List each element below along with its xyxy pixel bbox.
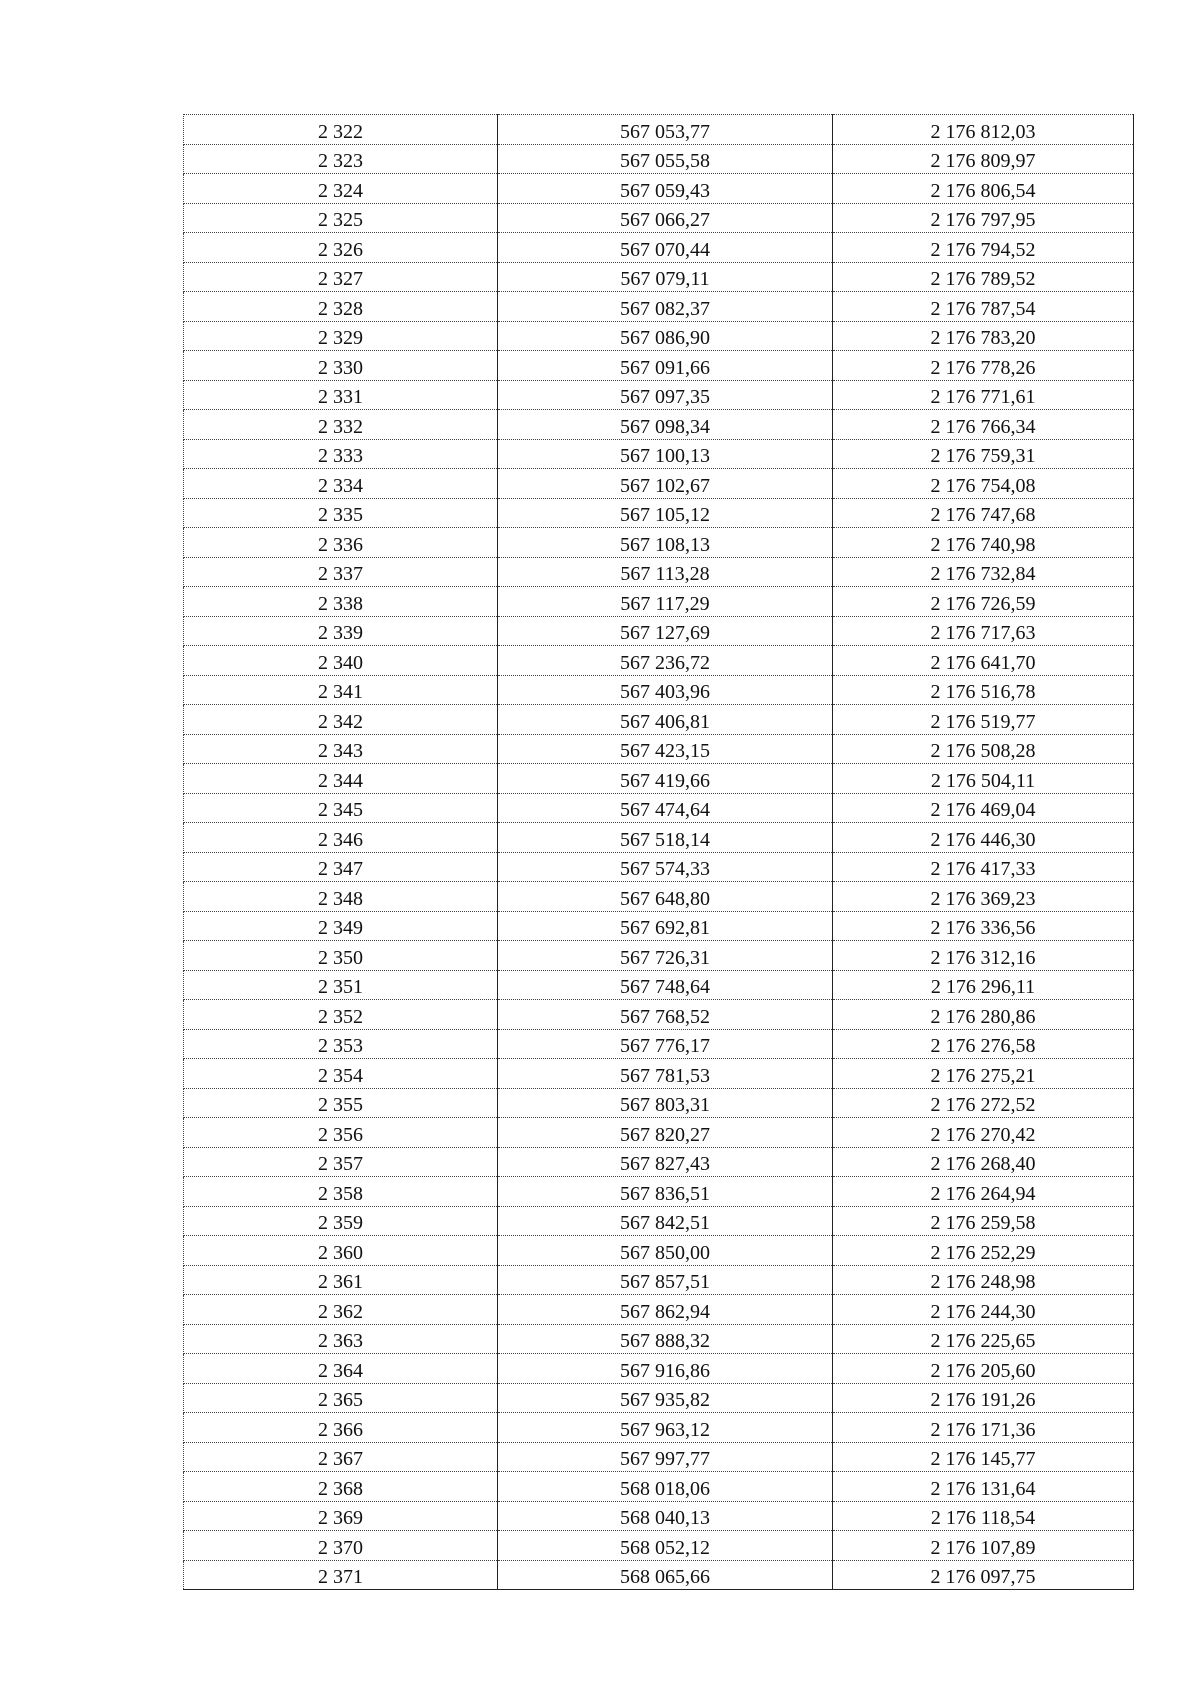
y-coordinate-cell: 2 176 783,20 (833, 321, 1134, 351)
y-coordinate-cell: 2 176 312,16 (833, 941, 1134, 971)
point-number-cell: 2 368 (184, 1472, 498, 1502)
x-coordinate-cell: 567 113,28 (498, 557, 833, 587)
y-coordinate-cell: 2 176 268,40 (833, 1147, 1134, 1177)
table-row (184, 1472, 1134, 1502)
point-number-cell: 2 339 (184, 616, 498, 646)
point-number-cell: 2 344 (184, 764, 498, 794)
x-coordinate-cell: 567 842,51 (498, 1206, 833, 1236)
point-number-cell: 2 349 (184, 911, 498, 941)
x-coordinate-cell: 567 419,66 (498, 764, 833, 794)
point-number-cell: 2 360 (184, 1236, 498, 1266)
x-coordinate-cell: 567 423,15 (498, 734, 833, 764)
y-coordinate-cell: 2 176 794,52 (833, 233, 1134, 263)
point-number-cell: 2 370 (184, 1531, 498, 1561)
point-number-cell: 2 367 (184, 1442, 498, 1472)
coordinates-table-body (184, 115, 1134, 1590)
table-row (184, 1088, 1134, 1118)
table-row (184, 1413, 1134, 1443)
x-coordinate-cell: 567 888,32 (498, 1324, 833, 1354)
x-coordinate-cell: 567 055,58 (498, 144, 833, 174)
x-coordinate-cell: 567 916,86 (498, 1354, 833, 1384)
y-coordinate-cell: 2 176 754,08 (833, 469, 1134, 499)
y-coordinate-cell: 2 176 280,86 (833, 1000, 1134, 1030)
table-row (184, 380, 1134, 410)
table-row (184, 587, 1134, 617)
y-coordinate-cell: 2 176 759,31 (833, 439, 1134, 469)
table-row (184, 1324, 1134, 1354)
table-row (184, 646, 1134, 676)
y-coordinate-cell: 2 176 446,30 (833, 823, 1134, 853)
x-coordinate-cell: 567 820,27 (498, 1118, 833, 1148)
point-number-cell: 2 332 (184, 410, 498, 440)
table-row (184, 1265, 1134, 1295)
table-row (184, 970, 1134, 1000)
point-number-cell: 2 361 (184, 1265, 498, 1295)
point-number-cell: 2 341 (184, 675, 498, 705)
x-coordinate-cell: 567 082,37 (498, 292, 833, 322)
table-row (184, 1147, 1134, 1177)
y-coordinate-cell: 2 176 225,65 (833, 1324, 1134, 1354)
x-coordinate-cell: 567 748,64 (498, 970, 833, 1000)
y-coordinate-cell: 2 176 276,58 (833, 1029, 1134, 1059)
point-number-cell: 2 371 (184, 1560, 498, 1590)
y-coordinate-cell: 2 176 296,11 (833, 970, 1134, 1000)
y-coordinate-cell: 2 176 244,30 (833, 1295, 1134, 1325)
point-number-cell: 2 324 (184, 174, 498, 204)
table-row (184, 1442, 1134, 1472)
point-number-cell: 2 357 (184, 1147, 498, 1177)
table-row (184, 498, 1134, 528)
point-number-cell: 2 348 (184, 882, 498, 912)
y-coordinate-cell: 2 176 469,04 (833, 793, 1134, 823)
point-number-cell: 2 337 (184, 557, 498, 587)
table-row (184, 705, 1134, 735)
table-row (184, 823, 1134, 853)
x-coordinate-cell: 567 127,69 (498, 616, 833, 646)
point-number-cell: 2 369 (184, 1501, 498, 1531)
table-row (184, 1354, 1134, 1384)
table-row (184, 469, 1134, 499)
y-coordinate-cell: 2 176 145,77 (833, 1442, 1134, 1472)
point-number-cell: 2 329 (184, 321, 498, 351)
point-number-cell: 2 358 (184, 1177, 498, 1207)
table-row (184, 262, 1134, 292)
table-row (184, 1560, 1134, 1590)
table-row (184, 233, 1134, 263)
point-number-cell: 2 336 (184, 528, 498, 558)
x-coordinate-cell: 567 518,14 (498, 823, 833, 853)
point-number-cell: 2 333 (184, 439, 498, 469)
table-row (184, 321, 1134, 351)
point-number-cell: 2 363 (184, 1324, 498, 1354)
table-row (184, 1118, 1134, 1148)
x-coordinate-cell: 567 963,12 (498, 1413, 833, 1443)
point-number-cell: 2 327 (184, 262, 498, 292)
y-coordinate-cell: 2 176 789,52 (833, 262, 1134, 292)
x-coordinate-cell: 567 097,35 (498, 380, 833, 410)
y-coordinate-cell: 2 176 641,70 (833, 646, 1134, 676)
x-coordinate-cell: 568 065,66 (498, 1560, 833, 1590)
x-coordinate-cell: 567 091,66 (498, 351, 833, 381)
y-coordinate-cell: 2 176 270,42 (833, 1118, 1134, 1148)
point-number-cell: 2 340 (184, 646, 498, 676)
x-coordinate-cell: 567 862,94 (498, 1295, 833, 1325)
y-coordinate-cell: 2 176 252,29 (833, 1236, 1134, 1266)
y-coordinate-cell: 2 176 717,63 (833, 616, 1134, 646)
y-coordinate-cell: 2 176 740,98 (833, 528, 1134, 558)
table-row (184, 911, 1134, 941)
x-coordinate-cell: 567 648,80 (498, 882, 833, 912)
x-coordinate-cell: 567 100,13 (498, 439, 833, 469)
point-number-cell: 2 352 (184, 1000, 498, 1030)
point-number-cell: 2 359 (184, 1206, 498, 1236)
x-coordinate-cell: 567 836,51 (498, 1177, 833, 1207)
y-coordinate-cell: 2 176 519,77 (833, 705, 1134, 735)
coordinates-table (183, 114, 1134, 1590)
y-coordinate-cell: 2 176 417,33 (833, 852, 1134, 882)
x-coordinate-cell: 567 781,53 (498, 1059, 833, 1089)
point-number-cell: 2 355 (184, 1088, 498, 1118)
x-coordinate-cell: 567 053,77 (498, 115, 833, 145)
table-row (184, 1236, 1134, 1266)
table-row (184, 410, 1134, 440)
table-row (184, 675, 1134, 705)
point-number-cell: 2 323 (184, 144, 498, 174)
point-number-cell: 2 342 (184, 705, 498, 735)
point-number-cell: 2 330 (184, 351, 498, 381)
point-number-cell: 2 364 (184, 1354, 498, 1384)
x-coordinate-cell: 567 574,33 (498, 852, 833, 882)
point-number-cell: 2 353 (184, 1029, 498, 1059)
x-coordinate-cell: 567 098,34 (498, 410, 833, 440)
table-row (184, 1383, 1134, 1413)
x-coordinate-cell: 567 692,81 (498, 911, 833, 941)
x-coordinate-cell: 568 052,12 (498, 1531, 833, 1561)
point-number-cell: 2 366 (184, 1413, 498, 1443)
y-coordinate-cell: 2 176 787,54 (833, 292, 1134, 322)
x-coordinate-cell: 567 935,82 (498, 1383, 833, 1413)
point-number-cell: 2 325 (184, 203, 498, 233)
y-coordinate-cell: 2 176 248,98 (833, 1265, 1134, 1295)
y-coordinate-cell: 2 176 771,61 (833, 380, 1134, 410)
point-number-cell: 2 354 (184, 1059, 498, 1089)
y-coordinate-cell: 2 176 508,28 (833, 734, 1134, 764)
x-coordinate-cell: 567 059,43 (498, 174, 833, 204)
point-number-cell: 2 326 (184, 233, 498, 263)
y-coordinate-cell: 2 176 118,54 (833, 1501, 1134, 1531)
table-row (184, 616, 1134, 646)
x-coordinate-cell: 567 850,00 (498, 1236, 833, 1266)
y-coordinate-cell: 2 176 369,23 (833, 882, 1134, 912)
x-coordinate-cell: 567 066,27 (498, 203, 833, 233)
y-coordinate-cell: 2 176 732,84 (833, 557, 1134, 587)
table-row (184, 882, 1134, 912)
table-row (184, 764, 1134, 794)
x-coordinate-cell: 567 726,31 (498, 941, 833, 971)
table-row (184, 144, 1134, 174)
table-row (184, 439, 1134, 469)
table-row (184, 1531, 1134, 1561)
y-coordinate-cell: 2 176 275,21 (833, 1059, 1134, 1089)
y-coordinate-cell: 2 176 516,78 (833, 675, 1134, 705)
point-number-cell: 2 334 (184, 469, 498, 499)
table-row (184, 1029, 1134, 1059)
y-coordinate-cell: 2 176 191,26 (833, 1383, 1134, 1413)
x-coordinate-cell: 567 403,96 (498, 675, 833, 705)
point-number-cell: 2 356 (184, 1118, 498, 1148)
table-row (184, 557, 1134, 587)
y-coordinate-cell: 2 176 766,34 (833, 410, 1134, 440)
table-row (184, 734, 1134, 764)
y-coordinate-cell: 2 176 259,58 (833, 1206, 1134, 1236)
x-coordinate-cell: 567 474,64 (498, 793, 833, 823)
table-row (184, 1177, 1134, 1207)
y-coordinate-cell: 2 176 778,26 (833, 351, 1134, 381)
x-coordinate-cell: 567 070,44 (498, 233, 833, 263)
table-row (184, 115, 1134, 145)
y-coordinate-cell: 2 176 812,03 (833, 115, 1134, 145)
table-row (184, 203, 1134, 233)
y-coordinate-cell: 2 176 272,52 (833, 1088, 1134, 1118)
point-number-cell: 2 350 (184, 941, 498, 971)
x-coordinate-cell: 567 827,43 (498, 1147, 833, 1177)
x-coordinate-cell: 567 768,52 (498, 1000, 833, 1030)
table-row (184, 1501, 1134, 1531)
table-row (184, 528, 1134, 558)
x-coordinate-cell: 567 803,31 (498, 1088, 833, 1118)
table-row (184, 351, 1134, 381)
x-coordinate-cell: 567 102,67 (498, 469, 833, 499)
x-coordinate-cell: 567 236,72 (498, 646, 833, 676)
point-number-cell: 2 347 (184, 852, 498, 882)
y-coordinate-cell: 2 176 504,11 (833, 764, 1134, 794)
x-coordinate-cell: 567 105,12 (498, 498, 833, 528)
x-coordinate-cell: 567 857,51 (498, 1265, 833, 1295)
y-coordinate-cell: 2 176 107,89 (833, 1531, 1134, 1561)
x-coordinate-cell: 568 040,13 (498, 1501, 833, 1531)
point-number-cell: 2 331 (184, 380, 498, 410)
y-coordinate-cell: 2 176 747,68 (833, 498, 1134, 528)
y-coordinate-cell: 2 176 806,54 (833, 174, 1134, 204)
point-number-cell: 2 338 (184, 587, 498, 617)
table-row (184, 793, 1134, 823)
x-coordinate-cell: 567 117,29 (498, 587, 833, 617)
y-coordinate-cell: 2 176 097,75 (833, 1560, 1134, 1590)
x-coordinate-cell: 567 079,11 (498, 262, 833, 292)
y-coordinate-cell: 2 176 336,56 (833, 911, 1134, 941)
point-number-cell: 2 343 (184, 734, 498, 764)
table-row (184, 1000, 1134, 1030)
x-coordinate-cell: 567 406,81 (498, 705, 833, 735)
y-coordinate-cell: 2 176 809,97 (833, 144, 1134, 174)
table-row (184, 852, 1134, 882)
table-row (184, 174, 1134, 204)
table-row (184, 941, 1134, 971)
point-number-cell: 2 365 (184, 1383, 498, 1413)
point-number-cell: 2 335 (184, 498, 498, 528)
table-row (184, 1206, 1134, 1236)
x-coordinate-cell: 567 997,77 (498, 1442, 833, 1472)
x-coordinate-cell: 568 018,06 (498, 1472, 833, 1502)
x-coordinate-cell: 567 776,17 (498, 1029, 833, 1059)
point-number-cell: 2 351 (184, 970, 498, 1000)
x-coordinate-cell: 567 086,90 (498, 321, 833, 351)
y-coordinate-cell: 2 176 797,95 (833, 203, 1134, 233)
point-number-cell: 2 362 (184, 1295, 498, 1325)
table-row (184, 1295, 1134, 1325)
y-coordinate-cell: 2 176 264,94 (833, 1177, 1134, 1207)
y-coordinate-cell: 2 176 131,64 (833, 1472, 1134, 1502)
point-number-cell: 2 345 (184, 793, 498, 823)
y-coordinate-cell: 2 176 726,59 (833, 587, 1134, 617)
x-coordinate-cell: 567 108,13 (498, 528, 833, 558)
point-number-cell: 2 328 (184, 292, 498, 322)
table-row (184, 1059, 1134, 1089)
point-number-cell: 2 346 (184, 823, 498, 853)
y-coordinate-cell: 2 176 171,36 (833, 1413, 1134, 1443)
point-number-cell: 2 322 (184, 115, 498, 145)
y-coordinate-cell: 2 176 205,60 (833, 1354, 1134, 1384)
table-row (184, 292, 1134, 322)
